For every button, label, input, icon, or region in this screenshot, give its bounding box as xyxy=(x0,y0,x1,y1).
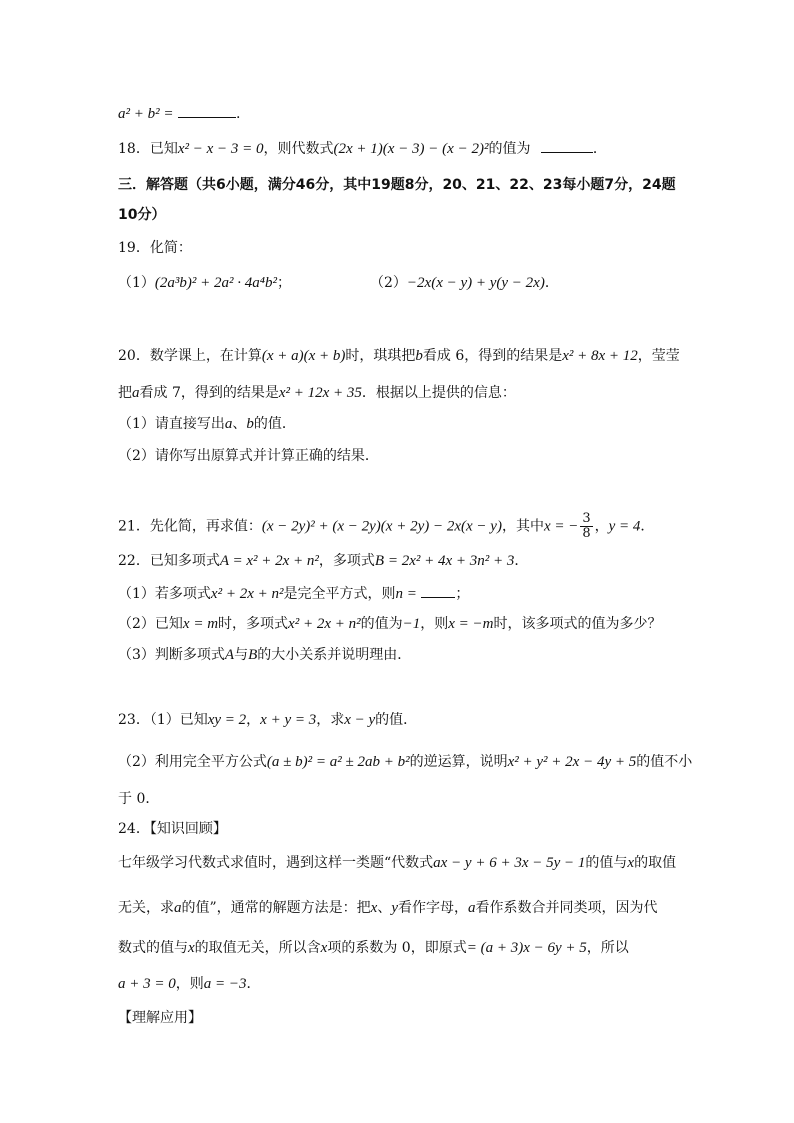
q22-expr-a: A = x² + 2x + n² xyxy=(219,553,319,569)
q24-l2-x: x xyxy=(370,900,378,916)
q22-p1-n: n = xyxy=(395,586,417,602)
q22-p3-B: B xyxy=(248,647,258,663)
q20-l1-expr2: x² + 8x + 12 xyxy=(562,348,638,364)
q22-p1-text-b: 是完全平方式，则 xyxy=(283,586,396,602)
q24-l3-text-b: 的取值无关，所以含 xyxy=(194,940,321,956)
q23-p2-text-b: 的逆运算，说明 xyxy=(409,754,508,770)
q22-p2-text-b: 时，多项式 xyxy=(218,616,289,632)
q20-l1-text-d: ，莹莹 xyxy=(637,348,680,364)
q22-p3-text-b: 与 xyxy=(234,647,249,663)
q22-p1-expr: x² + 2x + n² xyxy=(210,586,284,602)
q22-part1 xyxy=(118,583,469,604)
q17-tail xyxy=(118,103,240,124)
q23-p2-expr: x² + y² + 2x − 4y + 5 xyxy=(507,754,637,770)
q21-line xyxy=(118,512,654,541)
q22-p3-text-a: （3）判断多项式 xyxy=(118,647,225,663)
q24-l4-text-a: ，则 xyxy=(175,976,204,992)
q24-line3 xyxy=(118,938,629,958)
q20-l2-text-a: 把 xyxy=(118,385,132,401)
q24-l2-text-d: 看作字母， xyxy=(398,900,469,916)
q21-frac-num: 3 xyxy=(582,511,591,526)
q23-part2-line1 xyxy=(118,752,692,772)
q24-l2-text-b: 的值”，通常的解题方法是：把 xyxy=(181,900,371,916)
q19-p2-label: （2） xyxy=(370,275,407,291)
q24-l3-expr: = (a + 3)x − 6y + 5 xyxy=(466,940,587,956)
q24-l2-var-a: a xyxy=(174,900,182,916)
q20-p1-text-c: 的值． xyxy=(253,416,296,432)
q20-p1-var-a: a xyxy=(224,416,233,432)
q17-answer-blank[interactable] xyxy=(178,103,236,118)
q24-l1-text-a: 七年级学习代数式求值时，遇到这样一类题“代数式 xyxy=(118,855,434,871)
section3-heading-line1: 三．解答题（共6小题，满分46分，其中19题8分，20、21、22、23每小题7分，24题 xyxy=(118,177,676,193)
q18-intro: 18．已知 xyxy=(118,141,178,157)
q20-l1-var-b: b xyxy=(415,348,423,364)
q24-l2-text-c: 、 xyxy=(377,900,392,916)
section3-heading-line2: 10分） xyxy=(118,207,166,223)
q18-line xyxy=(118,138,607,159)
q22-part2 xyxy=(118,614,661,634)
q24-l3-x2: x xyxy=(320,940,328,956)
q24-title: 24．【知识回顾】 xyxy=(118,821,227,837)
q23-text-b: ，求 xyxy=(316,712,345,728)
q24-l2-text-e: 看作系数合并同类项，因为代 xyxy=(475,900,658,916)
q20-l2-text-b: 看成 7，得到的结果是 xyxy=(139,385,279,401)
q18-mid: ，则代数式 xyxy=(263,141,334,157)
q20-p1-var-b: b xyxy=(246,416,254,432)
q19-part2 xyxy=(370,273,559,293)
q24-l3-text-d: ，所以 xyxy=(586,940,629,956)
q22-p2-text-c: 的值为 xyxy=(360,616,403,632)
q24-l3-text-a: 数式的值与 xyxy=(118,940,188,956)
q18-tail: 的值为 xyxy=(488,141,531,157)
q23-text-a: 23．（1）已知 xyxy=(118,712,208,728)
q24-l4-end: ． xyxy=(246,976,261,992)
q24-understand-heading: 【理解应用】 xyxy=(118,1010,202,1026)
q24-l4-expr2: a = −3 xyxy=(203,976,247,992)
q20-l1-expr1: (x + a)(x + b) xyxy=(261,348,346,364)
q21-fraction xyxy=(580,512,592,541)
q20-p1-text-b: 、 xyxy=(232,416,247,432)
q21-expr: (x − 2y)² + (x − 2y)(x + 2y) − 2x(x − y) xyxy=(261,518,502,535)
q23-text-c: 的值． xyxy=(375,712,418,728)
q18-expression: (2x + 1)(x − 3) − (x − 2)² xyxy=(333,141,489,157)
q23-e1: xy = 2 xyxy=(207,712,247,728)
q21-frac-den: 8 xyxy=(582,526,591,541)
q21-text-b: ，其中 xyxy=(501,518,544,535)
q17-expr: a² + b² = xyxy=(118,106,174,122)
q23-line xyxy=(118,710,417,730)
q23-p2-text-a: （2）利用完全平方公式 xyxy=(118,754,267,770)
q19-title: 19．化简： xyxy=(118,240,192,256)
q24-line2 xyxy=(118,898,658,918)
q18-condition: x² − x − 3 = 0 xyxy=(177,141,264,157)
q22-text-c: ． xyxy=(514,553,529,569)
q20-part2: （2）请你写出原算式并计算正确的结果． xyxy=(118,448,379,464)
q22-p2-expr: x² + 2x + n² xyxy=(288,616,361,632)
q22-expr-b: B = 2x² + 4x + 3n² + 3 xyxy=(374,553,515,569)
q20-line1 xyxy=(118,346,680,366)
q24-l2-text-a: 无关，求 xyxy=(118,900,174,916)
q18-end: ． xyxy=(592,141,607,157)
q20-l1-text-c: 看成 6，得到的结果是 xyxy=(422,348,563,364)
q23-p2-formula: (a ± b)² = a² ± 2ab + b² xyxy=(266,754,410,770)
q24-l2-var-a2: a xyxy=(468,900,476,916)
q24-line4 xyxy=(118,974,261,994)
q22-p2-text-a: （2）已知 xyxy=(118,616,183,632)
q22-p1-text-a: （1）若多项式 xyxy=(118,586,211,602)
q19-part1 xyxy=(118,273,291,293)
q24-l1-x: x xyxy=(627,855,635,871)
q20-part1 xyxy=(118,414,296,434)
q22-p2-x2: x = −m xyxy=(448,616,494,632)
q19-p2-end: ． xyxy=(544,275,559,291)
q22-p2-text-e: 时，该多项式的值为多少？ xyxy=(493,616,662,632)
q22-p2-val: −1 xyxy=(402,616,421,632)
q22-line xyxy=(118,551,528,571)
q23-e2: x + y = 3 xyxy=(260,712,317,728)
q17-end: . xyxy=(235,106,241,122)
q24-l3-x: x xyxy=(188,940,195,956)
q20-l2-text-c: ．根据以上提供的信息： xyxy=(361,385,516,401)
q22-p2-text-d: ，则 xyxy=(420,616,449,632)
q21-y-eq: y = 4 xyxy=(608,518,641,535)
q20-l1-text-b: 时，琪琪把 xyxy=(345,348,416,364)
q19-p1-expr: (2a³b)² + 2a² · 4a⁴b² xyxy=(154,275,277,291)
q20-l1-text-a: 20．数学课上，在计算 xyxy=(118,348,262,364)
q20-p1-text-a: （1）请直接写出 xyxy=(118,416,225,432)
q20-line2 xyxy=(118,383,516,403)
q24-l3-text-c: 项的系数为 0，即原式 xyxy=(327,940,467,956)
q23-sep: ， xyxy=(246,712,261,728)
q21-x-prefix: x = − xyxy=(543,518,579,535)
q22-p3-A: A xyxy=(224,647,235,663)
q20-l2-expr: x² + 12x + 35 xyxy=(278,385,362,401)
q22-p1-end: ； xyxy=(455,586,470,602)
q21-end: ． xyxy=(640,518,655,535)
q23-p2-text-c: 的值不小 xyxy=(636,754,693,770)
q18-answer-blank[interactable] xyxy=(541,138,593,153)
q20-l2-var-a: a xyxy=(132,385,140,401)
q24-l4-expr1: a + 3 = 0 xyxy=(118,976,176,992)
q19-p2-expr: −2x(x − y) + y(y − 2x) xyxy=(406,275,545,291)
q24-l1-text-c: 的取值 xyxy=(634,855,677,871)
q21-text-a: 21．先化简，再求值： xyxy=(118,518,262,535)
q24-l1-text-b: 的值与 xyxy=(585,855,628,871)
q24-l1-expr: ax − y + 6 + 3x − 5y − 1 xyxy=(433,855,586,871)
q19-p1-end: ； xyxy=(277,275,291,291)
q23-part2-line2: 于 0． xyxy=(118,791,160,807)
q24-l2-y: y xyxy=(391,900,399,916)
q22-p1-answer-blank[interactable] xyxy=(421,583,455,598)
q24-line1 xyxy=(118,853,676,873)
q22-p2-x1: x = m xyxy=(182,616,219,632)
q22-text-b: ，多项式 xyxy=(318,553,375,569)
q23-e3: x − y xyxy=(344,712,376,728)
q21-text-c: ， xyxy=(594,518,609,535)
q22-p3-text-c: 的大小关系并说明理由． xyxy=(257,647,412,663)
q19-p1-label: （1） xyxy=(118,275,155,291)
q22-text-a: 22．已知多项式 xyxy=(118,553,220,569)
q22-part3 xyxy=(118,645,411,665)
